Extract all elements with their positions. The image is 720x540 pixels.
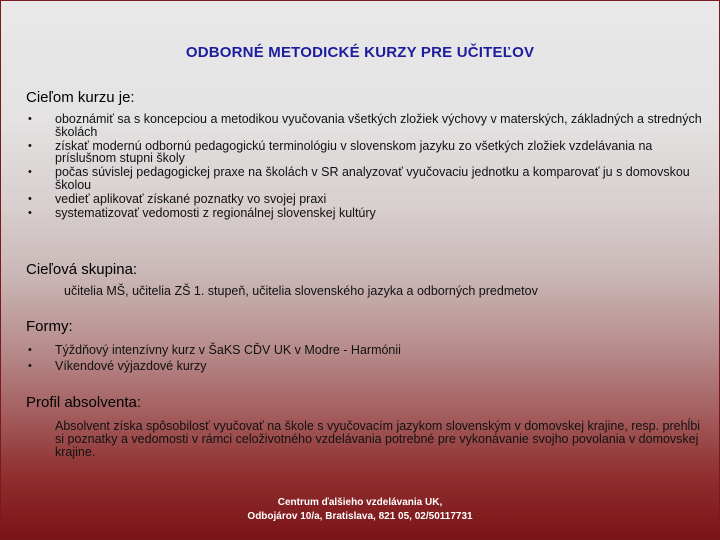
bullet-icon: • [28, 359, 32, 372]
goal-heading: Cieľom kurzu je: [26, 89, 135, 106]
graduate-profile-heading: Profil absolventa: [26, 394, 142, 411]
goal-item [26, 193, 706, 206]
goal-item-text: získať modernú odbornú pedagogickú terminológiu v slovenskom jazyku zo všetkých zložiek vzdelávania na príslušnom stupni školy [55, 138, 653, 165]
goal-item-text: vedieť aplikovať získané poznatky vo svojej praxi [55, 191, 327, 206]
goal-list [26, 113, 706, 221]
forms-list [26, 344, 706, 374]
footer-line-1: Centrum ďalšieho vzdelávania UK, [277, 497, 443, 508]
footer [0, 496, 720, 524]
forms-heading: Formy: [26, 318, 73, 335]
target-group-heading: Cieľová skupina: [26, 261, 138, 278]
graduate-profile-text: Absolvent získa spôsobilosť vyučovať na škole s vyučovacím jazykom slovenským v domovskej krajine, resp. prehĺbi si poznatky a vedomosti v rámci celoživotného vzdelávania potrebné pre vykonávanie svojho povolania v domovskej krajine. [55, 419, 701, 459]
goal-item-text: počas súvislej pedagogickej praxe na školách v SR analyzovať vyučovaciu jednotku a komparovať ju s domovskou školou [55, 165, 690, 192]
goal-item [26, 113, 706, 138]
forms-item [26, 360, 706, 373]
target-group-text: učitelia MŠ, učitelia ZŠ 1. stupeň, učitelia slovenského jazyka a odborných predmetov [64, 284, 538, 298]
goal-item [26, 207, 706, 220]
goal-item-text: oboznámiť sa s koncepciou a metodikou vyučovania všetkých zložiek výchovy v materských, základných a stredných školách [55, 112, 702, 139]
footer-line-2: Odbojárov 10/a, Bratislava, 821 05, 02/50117731 [247, 511, 473, 522]
bullet-icon: • [28, 206, 32, 219]
goal-item [26, 166, 706, 191]
bullet-icon: • [28, 113, 32, 125]
bullet-icon: • [28, 139, 32, 152]
goal-item [26, 140, 706, 165]
forms-item-text: Víkendové výjazdové kurzy [55, 358, 207, 373]
slide-title: ODBORNÉ METODICKÉ KURZY PRE UČITEĽOV [185, 44, 535, 61]
goal-item-text: systematizovať vedomosti z regionálnej slovenskej kultúry [55, 205, 376, 220]
forms-item-text: Týždňový intenzívny kurz v ŠaKS CĎV UK v Modre - Harmónii [55, 343, 401, 357]
bullet-icon: • [28, 344, 32, 356]
forms-item [26, 344, 706, 357]
bullet-icon: • [28, 166, 32, 178]
bullet-icon: • [28, 192, 32, 205]
